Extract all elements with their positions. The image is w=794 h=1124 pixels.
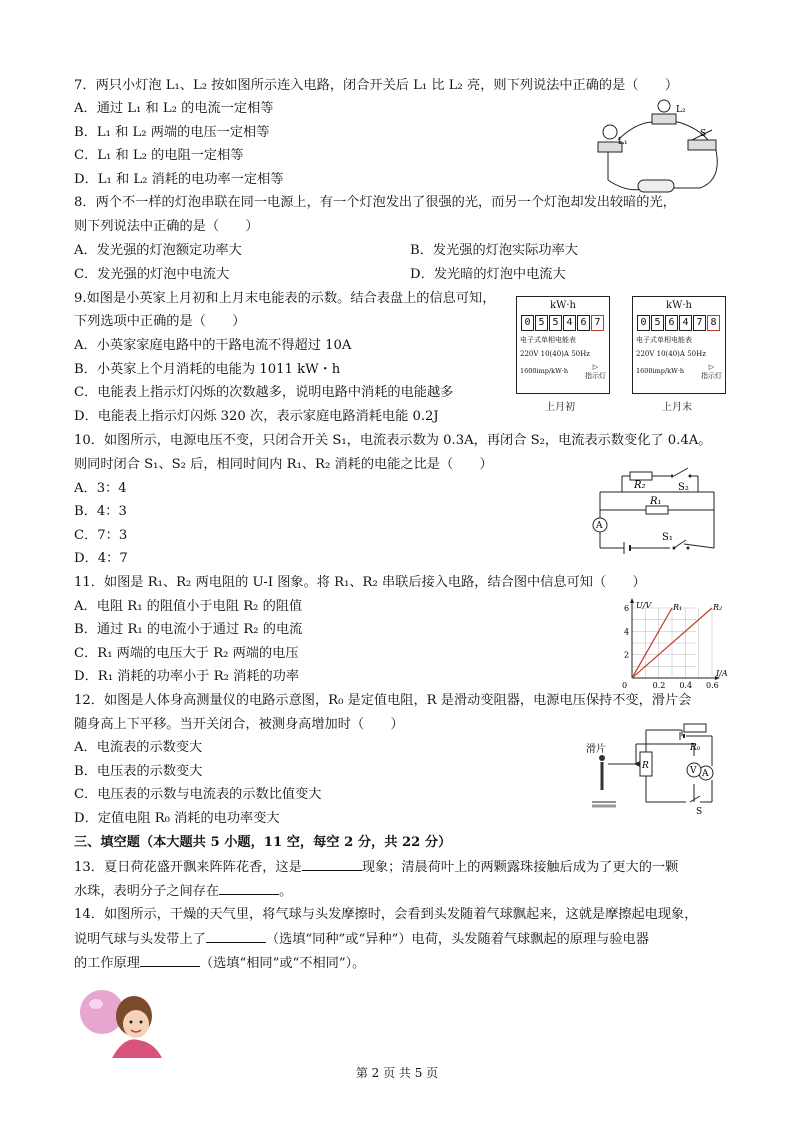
q12-fig-a: A	[702, 769, 709, 779]
q11-stem: 11．如图是 R₁、R₂ 两电阻的 U-I 图象。将 R₁、R₂ 串联后接入电路，结合图中信息可知（ ）	[74, 575, 646, 590]
q7-option-d: D．L₁ 和 L₂ 消耗的电功率一定相等	[74, 172, 284, 187]
q9-option-b: B．小英家上个月消耗的电能为 1011 kW・h	[74, 362, 341, 377]
q14-line-3b: （选填“相同”或“不相同”）。	[199, 956, 366, 971]
meter-begin	[516, 296, 610, 394]
q13-line-2a: 水珠，表明分子之间存在	[74, 884, 220, 899]
q12-option-d: D．定值电阻 R₀ 消耗的电功率变大	[74, 811, 280, 826]
q12-fig-r0: R₀	[690, 743, 701, 753]
q10-fig-r2: R₂	[634, 480, 646, 491]
q13-line-2b: 。	[279, 884, 293, 899]
q14-line-2b: （选填“同种”或“异种”）电荷，头发随着气球飘起的原理与验电器	[265, 932, 649, 947]
q10-option-b: B．4：3	[74, 504, 127, 519]
q13-part-2: 现象；清晨荷叶上的两颗露珠接触后成为了更大的一颗	[361, 860, 679, 875]
q12-fig-r: R	[642, 761, 649, 771]
chart-y-arrow	[630, 598, 634, 603]
meter-end-digit: 4	[679, 315, 692, 331]
meter-begin-digit: 5	[535, 315, 548, 331]
q12-option-c: C．电压表的示数与电流表的示数比值变大	[74, 787, 322, 802]
section-3-title: 三、填空题（本大题共 5 小题，11 空，每空 2 分，共 22 分）	[74, 835, 452, 850]
meter-begin-digit: 7	[591, 315, 604, 331]
q11-option-b: B．通过 R₁ 的电流小于通过 R₂ 的电流	[74, 622, 303, 637]
meter-begin-indicator-label: 指示灯	[585, 372, 606, 380]
q10-option-c: C．7：3	[74, 528, 128, 543]
meter-end-caption: 上月末	[662, 402, 692, 413]
q14-line-1: 14．如图所示，干燥的天气里，将气球与头发摩擦时，会看到头发随着气球飘起来，这就是摩擦起电现象，	[74, 907, 698, 922]
q14-line-3	[74, 954, 365, 973]
q9-option-c: C．电能表上指示灯闪烁的次数越多，说明电路中消耗的电能越多	[74, 385, 454, 400]
q8-option-c: C．发光强的灯泡中电流大	[74, 267, 230, 282]
meter-end-digit: 8	[707, 315, 720, 331]
q14-line-3a: 的工作原理	[74, 956, 140, 971]
q12-fig-v: V	[690, 766, 697, 776]
chart-x-tick-label: 0.6	[706, 681, 719, 690]
q14-line-2a: 说明气球与头发带上了	[74, 932, 206, 947]
q12-option-b: B．电压表的示数变大	[74, 764, 203, 779]
q12-circuit-figure	[586, 722, 726, 818]
q12-fig-slider: 滑片	[586, 744, 606, 755]
q11-option-d: D．R₁ 消耗的功率小于 R₂ 消耗的功率	[74, 669, 300, 684]
meter-end-digit: 0	[637, 315, 650, 331]
meter-begin-caption: 上月初	[545, 402, 575, 413]
q10-option-a: A．3：4	[74, 481, 127, 496]
meter-end-digit: 6	[665, 315, 678, 331]
q8-option-d: D．发光暗的灯泡中电流大	[410, 267, 566, 282]
chart-y-tick-label: 6	[624, 604, 630, 613]
meter-begin-digit: 0	[521, 315, 534, 331]
q11-ui-chart	[618, 598, 728, 694]
q10-fig-r1: R₁	[650, 496, 662, 507]
chart-x-tick-label: 0.4	[679, 681, 693, 690]
meter-end-type: 电子式单相电能表	[636, 336, 692, 344]
chart-x-label: I/A	[716, 669, 728, 678]
meter-end-indicator: ▷ 指示灯	[701, 363, 722, 380]
chart-y-tick-label: 4	[624, 627, 630, 637]
meter-end-digits	[637, 315, 721, 331]
q7-fig-l1: L₁	[618, 137, 628, 147]
q13-blank-1[interactable]	[302, 858, 362, 871]
meter-begin-spec: 220V 10(40)A 50Hz	[520, 350, 590, 358]
q12-stem-2: 随身高上下平移。当开关闭合，被测身高增加时（ ）	[74, 717, 404, 732]
chart-y-tick-label: 2	[624, 650, 630, 660]
q14-blank-1[interactable]	[206, 930, 266, 943]
q11-option-a: A．电阻 R₁ 的阻值小于电阻 R₂ 的阻值	[74, 599, 303, 614]
q9-stem-2: 下列选项中正确的是（ ）	[74, 314, 246, 329]
q8-stem-2: 则下列说法中正确的是（ ）	[74, 219, 259, 234]
q9-stem-1: 9.如图是小英家上月初和上月末电能表的示数。结合表盘上的信息可知，	[74, 291, 496, 306]
meter-end-imp: 1600imp/kW·h	[636, 367, 685, 375]
meter-begin-digit: 6	[577, 315, 590, 331]
q11-option-c: C．R₁ 两端的电压大于 R₂ 两端的电压	[74, 646, 299, 661]
meter-begin-digit: 5	[549, 315, 562, 331]
meter-begin-imp: 1600imp/kW·h	[520, 367, 569, 375]
q14-blank-2[interactable]	[140, 954, 200, 967]
q7-fig-l2: L₂	[676, 105, 686, 115]
page-footer: 第 2 页 共 5 页	[355, 1066, 439, 1080]
q10-stem-1: 10．如图所示，电源电压不变，只闭合开关 S₁，电流表示数为 0.3A，再闭合 S₂，电流表示数变化了 0.4A。	[74, 433, 712, 448]
q8-option-a: A．发光强的灯泡额定功率大	[74, 243, 242, 258]
meter-end-spec: 220V 10(40)A 50Hz	[636, 350, 706, 358]
chart-y-label: U/V	[636, 601, 652, 610]
q14-line-2	[74, 930, 649, 949]
chart-x-tick-label: 0	[622, 681, 628, 690]
q13-line-2	[74, 882, 292, 901]
q10-circuit-figure	[586, 466, 718, 554]
q7-option-a: A．通过 L₁ 和 L₂ 的电流一定相等	[74, 101, 274, 116]
q8-option-b: B．发光强的灯泡实际功率大	[410, 243, 578, 258]
q12-fig-s: S	[696, 807, 703, 817]
q7-circuit-figure	[588, 100, 728, 196]
q7-option-b: B．L₁ 和 L₂ 两端的电压一定相等	[74, 125, 270, 140]
meter-begin-type: 电子式单相电能表	[520, 336, 576, 344]
q7-fig-s: S	[700, 129, 707, 139]
q10-fig-a: A	[596, 521, 603, 531]
q13-blank-2[interactable]	[219, 882, 279, 895]
meter-end	[632, 296, 726, 394]
q10-fig-s1: S₁	[662, 532, 673, 543]
meter-end-digit: 7	[693, 315, 706, 331]
chart-series-label: R₂	[713, 603, 723, 612]
meter-begin-indicator: ▷ 指示灯	[585, 363, 606, 380]
q7-option-c: C．L₁ 和 L₂ 的电阻一定相等	[74, 148, 244, 163]
q10-stem-2: 则同时闭合 S₁、S₂ 后，相同时间内 R₁、R₂ 消耗的电能之比是（ ）	[74, 457, 493, 472]
q13-line-1	[74, 858, 678, 877]
q7-stem: 7．两只小灯泡 L₁、L₂ 按如图所示连入电路，闭合开关后 L₁ 比 L₂ 亮，则下列说法中正确的是（ ）	[74, 78, 679, 93]
q12-stem-1: 12．如图是人体身高测量仪的电路示意图，R₀ 是定值电阻，R 是滑动变阻器，电源电压保持不变，滑片会	[74, 693, 692, 708]
q8-stem-1: 8．两个不一样的灯泡串联在同一电源上，有一个灯泡发出了很强的光，而另一个灯泡却发出较暗的光，	[74, 195, 676, 210]
q13-part-1: 13．夏日荷花盛开飘来阵阵花香，这是	[74, 860, 302, 875]
q12-option-a: A．电流表的示数变大	[74, 740, 203, 755]
meter-end-unit: kW·h	[666, 300, 692, 311]
q10-fig-s2: S₂	[678, 482, 689, 493]
girl-with-balloon-image	[76, 986, 166, 1058]
q9-option-d: D．电能表上指示灯闪烁 320 次，表示家庭电路消耗电能 0.2J	[74, 409, 439, 424]
q10-option-d: D．4：7	[74, 551, 128, 566]
meter-begin-digits	[521, 315, 605, 331]
meter-begin-unit: kW·h	[550, 300, 576, 311]
meter-begin-digit: 4	[563, 315, 576, 331]
q9-option-a: A．小英家家庭电路中的干路电流不得超过 10A	[74, 338, 352, 353]
meter-end-digit: 5	[651, 315, 664, 331]
meter-end-indicator-label: 指示灯	[701, 372, 722, 380]
chart-series-label: R₁	[673, 603, 683, 612]
chart-x-tick-label: 0.2	[652, 681, 666, 690]
